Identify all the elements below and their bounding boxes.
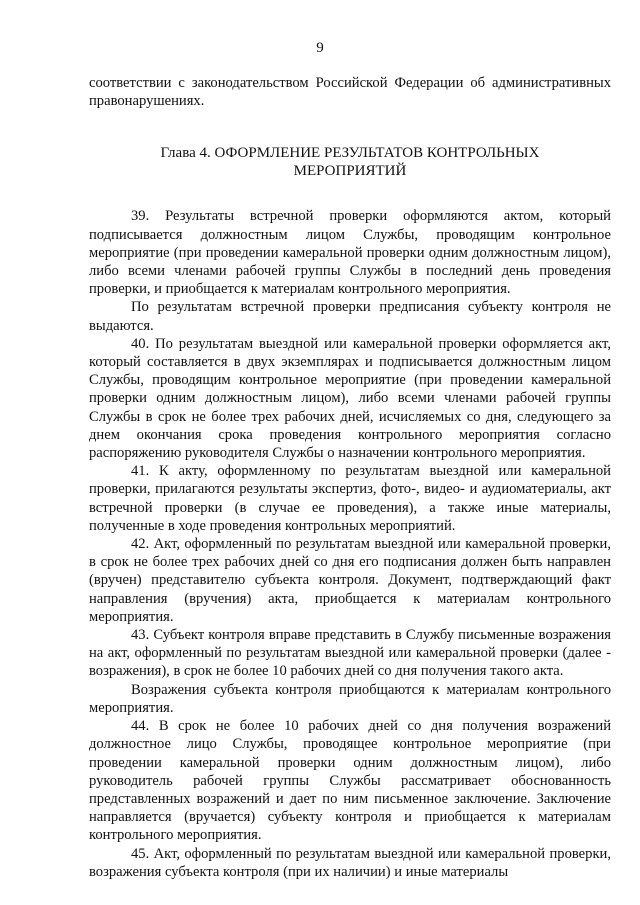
paragraph-43: 43. Субъект контроля вправе представить в Службу письменные возражения на акт, оформленный по результатам выездной или камеральной проверки (далее - возражения), в срок не более 10 рабочих дней со дня получения такого акта. xyxy=(89,627,611,680)
paragraph-42: 42. Акт, оформленный по результатам выездной или камеральной проверки, в срок не более трех рабочих дней со дня его подписания должен быть направлен (вручен) представителю субъекта контроля. Документ, подтверждающий факт направления (вручения) акта, приобщается к материалам контрольного мероприятия. xyxy=(89,536,611,625)
paragraph-39: 39. Результаты встречной проверки оформляются актом, который подписывается должностным лицом Службы, проводящим контрольное мероприятие (при проведении камеральной проверки одним должностным лицом), либо всеми членами рабочей группы Службы в последний день проведения проверки, и приобщается к материалам контрольного мероприятия. xyxy=(89,208,611,298)
paragraph-43-note: Возражения субъекта контроля приобщаются к материалам контрольного мероприятия. xyxy=(89,681,611,716)
paragraph-39-note: По результатам встречной проверки предписания субъекту контроля не выдаются. xyxy=(89,299,611,334)
paragraph-41: 41. К акту, оформленному по результатам выездной или камеральной проверки, прилагаются результаты экспертиз, фото-, видео- и аудиоматериалы, акт встречной проверки (в случае ее проведения), а также иные материалы, полученные в ходе проведения контрольных мероприятий. xyxy=(89,463,611,534)
document-body xyxy=(89,74,611,881)
paragraph-44: 44. В срок не более 10 рабочих дней со дня получения возражений должностное лицо Службы, проводящее контрольное мероприятие (при проведении камеральной проверки одним должностным лицом), либо руководитель рабочей группы Службы рассматривает обоснованность представленных возражений и дает по ним письменное заключение. Заключение направляется (вручается) субъекту контроля и приобщается к материалам контрольного мероприятия. xyxy=(89,718,611,844)
paragraph-45: 45. Акт, оформленный по результатам выездной или камеральной проверки, возражения субъекта контроля (при их наличии) и иные материалы xyxy=(89,845,611,880)
paragraph-40: 40. По результатам выездной или камеральной проверки оформляется акт, который составляется в двух экземплярах и подписывается должностным лицом Службы, проводящим контрольное мероприятие (при проведении камеральной проверки одним должностным лицом), либо всеми членами рабочей группы Службы в срок не более трех рабочих дней, исчисляемых со дня, следующего за днем окончания срока проведения контрольного мероприятия согласно распоряжению руководителя Службы о назначении контрольного мероприятия. xyxy=(89,335,611,462)
chapter-heading xyxy=(89,144,611,180)
page-number: 9 xyxy=(316,40,324,56)
chapter-heading-line-2: МЕРОПРИЯТИЙ xyxy=(293,163,407,180)
chapter-heading-line-1: Глава 4. ОФОРМЛЕНИЕ РЕЗУЛЬТАТОВ КОНТРОЛЬНЫХ xyxy=(160,145,540,162)
continuation-paragraph: соответствии с законодательством Российской Федерации об административных правонарушениях. xyxy=(89,75,611,110)
